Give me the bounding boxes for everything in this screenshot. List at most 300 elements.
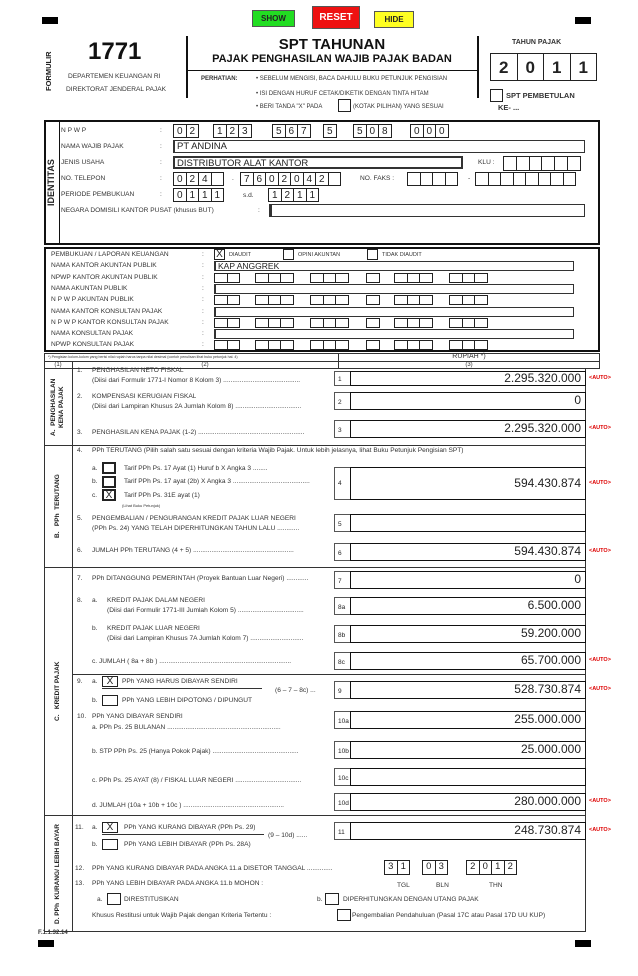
form-line-text: a. [92, 678, 98, 685]
digit-cell[interactable] [280, 273, 294, 283]
npwp-group [449, 318, 487, 328]
show-button[interactable]: SHOW [252, 10, 295, 27]
npwp-group [449, 273, 487, 283]
perhatian-note-suffix: (KOTAK PILIHAN) YANG SESUAI [353, 104, 444, 110]
form-line-text: PENGEMBALIAN / PENGURANGAN KREDIT PAJAK LUAR NEGERI [92, 515, 296, 522]
value-field-9[interactable]: 528.730.874 [350, 681, 586, 699]
value-field-10d[interactable]: 280.000.000 [350, 793, 586, 811]
digit-cell[interactable] [449, 273, 463, 283]
digit-cell[interactable] [366, 295, 380, 305]
colon: : [202, 296, 204, 304]
form-line-text: PPh YANG LEBIH DIBAYAR PADA ANGKA 11.b MOHON : [92, 880, 264, 887]
digit-cell [488, 172, 502, 186]
setor-tahun-field[interactable] [466, 860, 516, 874]
klu-field[interactable] [503, 156, 580, 170]
tahun-pajak-label: TAHUN PAJAK [512, 39, 562, 46]
form-line-text: d. JUMLAH (10a + 10b + 10c ) ....................................................... [92, 802, 285, 809]
value-field-10a[interactable]: 255.000.000 [350, 711, 586, 729]
digit-cell: 2 [278, 172, 292, 186]
line-number-box: 2 [334, 392, 351, 410]
npwp-group [366, 295, 379, 305]
digit-cell: 0 [173, 124, 187, 138]
value-field-4[interactable]: 594.430.874 [350, 467, 586, 500]
dirjen-name: DIREKTORAT JENDERAL PAJAK [66, 86, 167, 93]
digit-cell[interactable] [214, 273, 228, 283]
identitas-label: IDENTITAS [46, 159, 56, 206]
diaudit-checkbox[interactable]: X [214, 249, 225, 260]
nama-akuntan-input[interactable] [214, 284, 574, 294]
tidak-diaudit-checkbox[interactable] [367, 249, 378, 260]
digit-cell[interactable] [227, 340, 241, 350]
colon: : [160, 143, 162, 150]
hide-button[interactable]: HIDE [374, 11, 414, 28]
digit-cell[interactable] [227, 295, 241, 305]
npwp-group [214, 318, 239, 328]
setor-bulan-field[interactable] [422, 860, 447, 874]
digit-cell: 8 [378, 124, 392, 138]
dept-name: DEPARTEMEN KEUANGAN RI [68, 73, 161, 80]
npwp-group [255, 295, 293, 305]
auto-label: <AUTO> [589, 827, 611, 833]
form-line-text: (Diisi dari Formulir 1771-I Nomor 8 Kolom 3) .......................................... [92, 377, 301, 384]
form-line-text: PENGHASILAN NETO FISKAL [92, 367, 184, 374]
value-field-7[interactable]: 0 [350, 571, 586, 589]
colon: : [202, 341, 204, 349]
digit-cell: 0 [173, 188, 187, 202]
form-line-text: KREDIT PAJAK DALAM NEGERI [107, 597, 205, 604]
form-line-text: c. PPh Ps. 25 AYAT (8) / FISKAL LUAR NEGERI .................................... [92, 777, 302, 784]
npwp-group[interactable] [213, 124, 251, 138]
digit-cell[interactable] [255, 340, 269, 350]
digit-cell[interactable] [323, 295, 337, 305]
digit-cell: 1 [293, 188, 307, 202]
digit-cell[interactable] [462, 340, 476, 350]
form-line-text: a. [97, 896, 103, 903]
form-line-text: PPh YANG LEBIH DIBAYAR (PPh Ps. 28A) [124, 841, 251, 848]
npwp-group [394, 273, 432, 283]
corner-marker [575, 17, 591, 24]
digit-cell[interactable] [474, 273, 488, 283]
form-line-text: PPh YANG KURANG DIBAYAR PADA ANGKA 11.a DISETOR TANGGAL .............. [92, 865, 333, 872]
form-line-text: THN [489, 882, 503, 889]
npwp-group [394, 340, 432, 350]
digit-cell[interactable] [310, 295, 324, 305]
npwp-group [255, 340, 293, 350]
form-line-text: 11. [75, 824, 84, 831]
perhatian-label: PERHATIAN: [201, 76, 238, 82]
digit-cell[interactable] [407, 340, 421, 350]
form-line-text: KOMPENSASI KERUGIAN FISKAL [92, 393, 197, 400]
digit-cell [513, 172, 527, 186]
section-label: B. PPh TERUTANG [54, 474, 61, 539]
digit-cell: 5 [323, 124, 337, 138]
form-line-text: b. [317, 896, 323, 903]
digit-cell [516, 156, 530, 171]
digit-cell [328, 172, 342, 186]
nama-kap-input[interactable]: KAP ANGGREK [214, 261, 574, 271]
npwp-group [310, 295, 348, 305]
npwp-group[interactable] [272, 124, 310, 138]
npwp-group [310, 273, 348, 283]
digit-cell[interactable] [214, 318, 228, 328]
form-line-text: 7. [77, 575, 83, 582]
npwp-group[interactable] [353, 124, 391, 138]
digit-cell[interactable] [310, 273, 324, 283]
form-code: F.1.1.32.14 [38, 930, 68, 936]
digit-cell: 4 [198, 172, 212, 186]
value-field-2[interactable]: 0 [350, 392, 586, 410]
digit-cell[interactable] [474, 295, 488, 305]
identitas-label: JENIS USAHA [61, 159, 105, 166]
colon: : [160, 127, 162, 134]
digit-cell[interactable] [280, 318, 294, 328]
npwp-group [366, 318, 379, 328]
form-line-text: DIPERHITUNGKAN DENGAN UTANG PAJAK [343, 896, 479, 903]
tarif-17-1b-checkbox[interactable] [102, 462, 116, 474]
digit-cell: 1 [213, 124, 227, 138]
colon: : [160, 159, 162, 166]
npwp-group [214, 295, 239, 305]
form-line-text: JUMLAH PPh TERUTANG (4 + 5) ....................................................... [92, 547, 294, 554]
form-line-text: 1. [77, 367, 83, 374]
colon: : [202, 262, 204, 270]
akuntan-label: NPWP KONSULTAN PAJAK [51, 341, 135, 349]
form-line-text: (Diisi dari Formulir 1771-III Jumlah Kolom 5) .................................... [107, 607, 304, 614]
pph-lebih-dipotong-checkbox[interactable] [102, 695, 118, 706]
digit-cell [563, 172, 577, 186]
digit-cell[interactable] [335, 340, 349, 350]
line-number-box: 10c [334, 768, 351, 786]
digit-cell: 7 [240, 172, 254, 186]
auto-label: <AUTO> [589, 686, 611, 692]
setor-tanggal-field[interactable] [384, 860, 409, 874]
digit-cell[interactable] [449, 318, 463, 328]
diaudit-label: DIAUDIT [229, 252, 251, 258]
nama-wajib-pajak-input[interactable]: PT ANDINA [173, 140, 585, 153]
form-line-text: PPh YANG KURANG DIBAYAR (PPh Ps. 29) [124, 824, 256, 831]
telepon-field[interactable] [240, 172, 340, 186]
form-line-text: (Diisi dari Lampiran Khusus 7A Jumlah Kolom 7) ............................. [107, 635, 304, 642]
digit-cell[interactable] [394, 295, 408, 305]
colon: : [202, 251, 204, 258]
npwp-group[interactable] [173, 124, 198, 138]
telepon-area-field[interactable] [173, 172, 223, 186]
digit-cell[interactable] [310, 340, 324, 350]
faks-label: NO. FAKS : [360, 175, 395, 182]
digit-cell: 2 [315, 172, 329, 186]
faks-area-field[interactable] [407, 172, 457, 186]
line-number-box: 5 [334, 514, 351, 532]
akuntan-label: NPWP KANTOR AKUNTAN PUBLIK [51, 273, 158, 281]
digit-cell[interactable] [268, 273, 282, 283]
form-line-text: PPh YANG HARUS DIBAYAR SENDIRI [122, 678, 238, 685]
digit-cell[interactable] [280, 340, 294, 350]
digit-cell: 0 [423, 124, 437, 138]
digit-cell: 2 [226, 124, 240, 138]
form-line-text: 5. [77, 515, 83, 522]
digit-cell[interactable] [462, 273, 476, 283]
digit-cell: 2 [186, 124, 200, 138]
digit-cell[interactable] [255, 318, 269, 328]
tarif-31e-checkbox[interactable]: X [102, 489, 116, 501]
line-number-box: 4 [334, 467, 351, 500]
tahun-digit: 2 [490, 53, 518, 81]
identitas-label: PERIODE PEMBUKUAN [61, 191, 135, 198]
corner-marker [575, 940, 591, 947]
form-line-text: 6. [77, 547, 83, 554]
digit-cell[interactable] [449, 295, 463, 305]
digit-cell[interactable] [474, 340, 488, 350]
line-number-box: 10d [334, 793, 351, 811]
npwp-group [310, 340, 348, 350]
digit-cell: 0 [422, 860, 436, 875]
form-line-text: TGL [397, 882, 410, 889]
value-field-1[interactable]: 2.295.320.000 [350, 371, 586, 386]
digit-cell [420, 172, 434, 186]
form-line-text: KREDIT PAJAK LUAR NEGERI [107, 625, 200, 632]
digit-cell[interactable] [323, 340, 337, 350]
digit-cell: 1 [397, 860, 411, 875]
line-number-box: 9 [334, 681, 351, 699]
spt-pembetulan-label: SPT PEMBETULAN [506, 91, 575, 100]
form-line-text: Tarif PPh Ps. 17 Ayat (1) Huruf b X Angka 3 ........ [124, 465, 268, 472]
colon: : [202, 330, 204, 338]
form-line-text: b. [92, 625, 98, 632]
digit-cell [538, 172, 552, 186]
value-field-11[interactable]: 248.730.874 [350, 822, 586, 840]
digit-cell: 2 [186, 172, 200, 186]
digit-cell[interactable] [462, 295, 476, 305]
digit-cell[interactable] [394, 318, 408, 328]
auto-label: <AUTO> [589, 479, 611, 486]
formulir-label: FORMULIR [44, 51, 53, 92]
auto-label: <AUTO> [589, 425, 611, 431]
digit-cell[interactable] [310, 318, 324, 328]
npwp-group [310, 318, 348, 328]
klu-label: KLU : [478, 159, 495, 166]
digit-cell [550, 172, 564, 186]
colon: : [202, 273, 204, 281]
npwp-group[interactable] [323, 124, 336, 138]
digit-cell: 6 [253, 172, 267, 186]
nama-konsultan-input[interactable] [214, 329, 574, 339]
col2-header: (2) [201, 362, 209, 368]
pembetulan-ke-label: KE- ... [498, 103, 520, 112]
digit-cell[interactable] [335, 318, 349, 328]
digit-cell: 1 [306, 188, 320, 202]
form-line-text: (Lihat Buku Petunjuk) [122, 503, 161, 508]
digit-cell[interactable] [366, 318, 380, 328]
digit-cell[interactable] [335, 295, 349, 305]
digit-cell[interactable] [227, 318, 241, 328]
value-field-8c[interactable]: 65.700.000 [350, 652, 586, 670]
digit-cell[interactable] [419, 340, 433, 350]
form-line-text: b. [92, 841, 98, 848]
digit-cell[interactable] [268, 340, 282, 350]
form-line-text: (9 – 10d) ...... [268, 832, 308, 839]
auto-label: <AUTO> [589, 548, 611, 554]
perhatian-note: • SEBELUM MENGISI, BACA DAHULU BUKU PETUNJUK PENGISIAN [256, 76, 448, 82]
negara-input[interactable] [269, 204, 585, 217]
digit-cell: 0 [410, 124, 424, 138]
tahun-digit: 0 [517, 53, 545, 81]
digit-cell[interactable] [419, 295, 433, 305]
corner-marker [42, 17, 58, 24]
form-line-text: Khusus Restitusi untuk Wajib Pajak dengan Kriteria Tertentu : [92, 912, 272, 919]
npwp-group [255, 273, 293, 283]
diperhitungkan-checkbox[interactable] [325, 893, 339, 905]
periode-from-field[interactable] [173, 188, 223, 202]
digit-cell [541, 156, 555, 171]
form-line-text: PENGHASILAN KENA PAJAK (1-2) .......................................................... [92, 429, 305, 436]
npwp-group [449, 340, 487, 350]
akuntan-label: N P W P AKUNTAN PUBLIK [51, 296, 134, 304]
colon: : [202, 318, 204, 326]
digit-cell: 1 [211, 188, 225, 202]
digit-cell: 3 [238, 124, 252, 138]
identitas-label: NEGARA DOMISILI KANTOR PUSAT (khusus BUT) [61, 207, 214, 214]
corner-marker [38, 940, 54, 947]
periode-to-field[interactable] [268, 188, 318, 202]
digit-cell[interactable] [323, 318, 337, 328]
tidak-diaudit-label: TIDAK DIAUDIT [382, 252, 422, 258]
digit-cell[interactable] [394, 340, 408, 350]
colon: : [202, 284, 204, 292]
form-number: 1771 [88, 38, 142, 65]
form-line-text: a. [92, 824, 98, 831]
npwp-group [214, 273, 239, 283]
digit-cell[interactable] [407, 273, 421, 283]
digit-cell[interactable] [407, 318, 421, 328]
digit-cell[interactable] [407, 295, 421, 305]
npwp-group [394, 318, 432, 328]
digit-cell[interactable] [214, 340, 228, 350]
digit-cell[interactable] [394, 273, 408, 283]
digit-cell[interactable] [268, 295, 282, 305]
identitas-label: NO. TELEPON [61, 175, 106, 182]
form-line-text: BLN [436, 882, 449, 889]
line-number-box: 8b [334, 625, 351, 643]
example-checkbox [338, 99, 351, 112]
digit-cell: 0 [290, 172, 304, 186]
perhatian-note: • BERI TANDA "X" PADA [256, 104, 323, 110]
digit-cell: 1 [268, 188, 282, 202]
auto-label: <AUTO> [589, 798, 611, 804]
digit-cell[interactable] [474, 318, 488, 328]
digit-cell[interactable] [227, 273, 241, 283]
digit-cell: 0 [479, 860, 493, 875]
digit-cell[interactable] [366, 340, 380, 350]
npwp-group [214, 340, 239, 350]
digit-cell[interactable] [268, 318, 282, 328]
digit-cell [211, 172, 225, 186]
form-line-text: 8. [77, 597, 83, 604]
digit-cell[interactable] [419, 318, 433, 328]
colon: : [258, 207, 260, 214]
digit-cell: 2 [504, 860, 518, 875]
digit-cell[interactable] [323, 273, 337, 283]
form-line-text: (Diisi dari Lampiran Khusus 2A Jumlah Kolom 8) .................................... [92, 403, 302, 410]
npwp-group[interactable] [410, 124, 448, 138]
digit-cell: 5 [353, 124, 367, 138]
form-subtitle: PAJAK PENGHASILAN WAJIB PAJAK BADAN [212, 53, 452, 65]
form-line-text: b. STP PPh Ps. 25 (Hanya Pokok Pajak) ............................................... [92, 748, 299, 755]
digit-cell[interactable] [462, 318, 476, 328]
section-label: A. PENGHASILAN KENA PAJAK [50, 378, 65, 437]
section-label: D. PPh KURANG/ LEBIH BAYAR [54, 824, 61, 924]
form-line-text: a. PPh Ps. 25 BULANAN .............................................................. [92, 724, 281, 731]
value-field-3[interactable]: 2.295.320.000 [350, 420, 586, 438]
digit-cell[interactable] [214, 295, 228, 305]
form-line-text: PPh YANG DIBAYAR SENDIRI [92, 713, 183, 720]
pengembalian-pendahuluan-checkbox[interactable] [337, 909, 351, 921]
form-line-text: 2. [77, 393, 83, 400]
opini-akuntan-checkbox[interactable] [283, 249, 294, 260]
tahun-digit: 1 [543, 53, 571, 81]
digit-cell[interactable] [449, 340, 463, 350]
digit-cell [445, 172, 459, 186]
akuntan-label: NAMA AKUNTAN PUBLIK [51, 284, 128, 292]
section-label: C. KREDIT PAJAK [54, 661, 61, 722]
digit-cell[interactable] [255, 295, 269, 305]
digit-cell[interactable] [335, 273, 349, 283]
dash: - [468, 175, 471, 182]
digit-cell [567, 156, 581, 171]
digit-cell[interactable] [419, 273, 433, 283]
form-line-text: 4. [77, 447, 83, 454]
value-field-6[interactable]: 594.430.874 [350, 543, 586, 561]
digit-cell[interactable] [280, 295, 294, 305]
auto-label: <AUTO> [589, 374, 611, 381]
digit-cell[interactable] [366, 273, 380, 283]
digit-cell [407, 172, 421, 186]
digit-cell: 1 [186, 188, 200, 202]
tahun-pajak-field[interactable] [490, 53, 596, 81]
pph-kurang-dibayar-checkbox[interactable]: X [102, 822, 118, 833]
spt-pembetulan-checkbox[interactable] [490, 89, 503, 102]
digit-cell [525, 172, 539, 186]
pph-lebih-dibayar-checkbox[interactable] [102, 839, 118, 850]
value-field-8a[interactable]: 6.500.000 [350, 597, 586, 615]
digit-cell: 3 [384, 860, 398, 875]
faks-field[interactable] [475, 172, 575, 186]
dot: . [232, 175, 234, 182]
digit-cell [432, 172, 446, 186]
auto-label: <AUTO> [589, 657, 611, 663]
npwp-group [366, 273, 379, 283]
digit-cell: 0 [173, 172, 187, 186]
value-field-8b[interactable]: 59.200.000 [350, 625, 586, 643]
value-field-5[interactable] [350, 514, 586, 532]
tarif-17-2b-checkbox[interactable] [102, 476, 116, 488]
jenis-usaha-input[interactable]: DISTRIBUTOR ALAT KANTOR [173, 156, 463, 169]
table-note: *) Pengisian kolom-kolom yang berisi nilai rupiah harus tanpa nilai desimal (contoh penulisan lihat buku petunjuk hal. 4) [48, 355, 238, 359]
direstitusikan-checkbox[interactable] [107, 893, 121, 905]
pph-harus-dibayar-checkbox[interactable]: X [102, 676, 118, 687]
form-line-text: PPh TERUTANG (Pilih salah satu sesuai dengan kriteria Wajib Pajak. Untuk lebih jelasnya, lihat Buku Petunjuk Pengisian SPT) [92, 447, 464, 454]
npwp-group [449, 295, 487, 305]
digit-cell[interactable] [255, 273, 269, 283]
form-line-text: 3. [77, 429, 83, 436]
form-line-text: a. [92, 465, 98, 472]
reset-button[interactable]: RESET [312, 6, 360, 29]
line-number-box: 10b [334, 741, 351, 759]
nama-kantor-konsultan-input[interactable] [214, 307, 574, 317]
value-field-10b[interactable]: 25.000.000 [350, 741, 586, 759]
digit-cell: 4 [303, 172, 317, 186]
digit-cell: 6 [285, 124, 299, 138]
value-field-10c[interactable] [350, 768, 586, 786]
